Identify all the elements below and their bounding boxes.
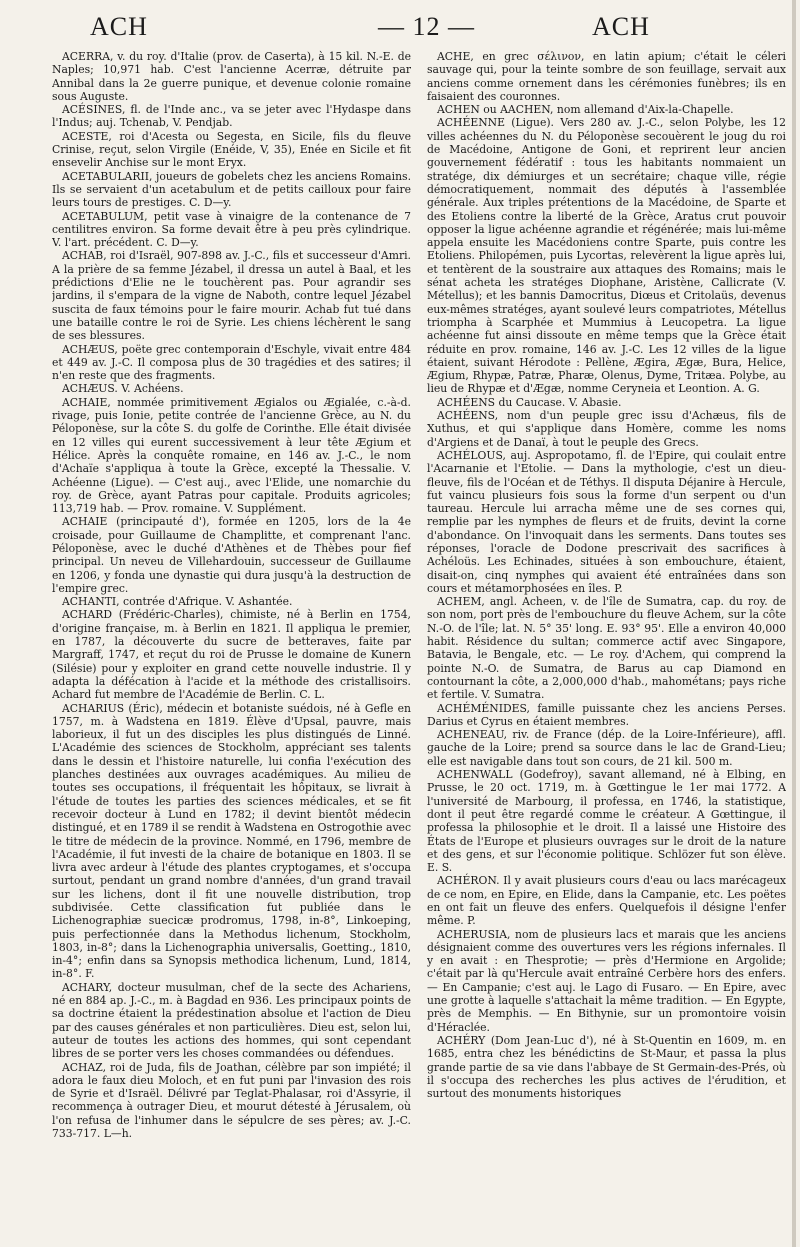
dictionary-entry: ACHÆUS. V. Achéens. xyxy=(62,382,184,396)
dictionary-entry: ACHÉENS, nom d'un peuple grec issu d'Achæus, fils de Xuthus, et qui s'applique dans Homère, comme les noms d'Argiens et de Danaï, à tout le peuple des Grecs. xyxy=(427,409,786,449)
dictionary-entry: ACERRA, v. du roy. d'Italie (prov. de Caserta), à 15 kil. N.-E. de Naples; 10,971 hab. C'est l'ancienne Acerræ, détruite par Annibal dans la 2e guerre punique, et devenue colonie romaine sous Auguste. xyxy=(52,50,411,103)
page-header xyxy=(52,6,786,50)
dictionary-entry: ACHAB, roi d'Israël, 907-898 av. J.-C., fils et successeur d'Amri. A la prière de sa femme Jézabel, il dressa un autel à Baal, et les prédictions d'Elie ne le touchèrent pas. Pour agrandir ses jardins, il s'empara de la vigne de Naboth, contre lequel Jézabel suscita de faux témoins pour le faire mourir. Achab fut tué dans une bataille contre le roi de Syrie. Les chiens léchèrent le sang de ses blessures. xyxy=(52,249,411,343)
dictionary-entry: ACHENEAU, riv. de France (dép. de la Loire-Inférieure), affl. gauche de la Loire; prend sa source dans le lac de Grand-Lieu; elle est navigable dans tout son cours, de 21 kil. 500 m. xyxy=(427,728,786,768)
page-edge xyxy=(792,0,796,1247)
header-right-keyword: ACH xyxy=(592,12,650,41)
dictionary-entry: ACHÆUS, poëte grec contemporain d'Eschyle, vivait entre 484 et 449 av. J.-C. Il composa plus de 30 tragédies et des satires; il n'en reste que des fragments. xyxy=(52,342,411,383)
dictionary-entry: ACHE, en grec σέλινον, en latin apium; c'était le céleri sauvage qui, pour la teinte sombre de son feuillage, servait aux anciens comme ornement dans les cérémonies funèbres; ils en faisaient des couronnes. xyxy=(427,50,786,103)
dictionary-entry: ACETABULARII, joueurs de gobelets chez les anciens Romains. Ils se servaient d'un acetabulum et de petits cailloux pour faire leurs tours de prestiges. C. D—y. xyxy=(52,169,411,210)
dictionary-entry: ACHÉLOUS, auj. Aspropotamo, fl. de l'Epire, qui coulait entre l'Acarnanie et l'Etolie. — Dans la mythologie, c'est un dieu-fleuve, fils de l'Océan et de Téthys. Il disputa Déjanire à Hercule, fut vaincu plusieurs fois sous la forme d'un serpent ou d'un taureau. Hercule lui arracha même une de ses cornes qui, remplie par les nymphes de fleurs et de fruits, devint la corne d'abondance. On l'invoquait dans les serments. Dans toutes ses réponses, l'oracle de Dodone prescrivait des sacrifices à Achéloüs. Les Echinades, situées à son embouchure, étaient, disait-on, cinq nymphes qui avaient été entraînées dans son cours et métamorphosées en îles. P. xyxy=(427,448,786,595)
dictionary-entry: ACHARD (Frédéric-Charles), chimiste, né à Berlin en 1754, d'origine française, m. à Berlin en 1821. Il appliqua le premier, en 1787, la découverte du sucre de betteraves, faite par Margraff, 1747, et reçut du roi de Prusse le domaine de Kunern (Silésie) pour y exploiter en grand cette nouvelle industrie. Il y adapta la défécation à l'acide et la méthode des cristallisoirs. Achard fut membre de l'Académie de Berlin. C. L. xyxy=(52,608,411,702)
dictionary-entry: ACHARIUS (Éric), médecin et botaniste suédois, né à Gefle en 1757, m. à Wadstena en 1819. Élève d'Upsal, pauvre, mais laborieux, il fut un des disciples les plus distingués de Linné. L'Académie des sciences de Stockholm, appréciant ses talents dans le dessin et l'histoire naturelle, lui confia l'exécution des planches destinées aux ouvrages académiques. Au milieu de toutes ses occupations, il fréquentait les hôpitaux, se livrait à l'étude de toutes les parties des sciences médicales, et se fit recevoir docteur à Lund en 1782; il devint bientôt médecin distingué, et en 1789 il se rendit à Wadstena en Ostrogothie avec le titre de médecin de la province. Nommé, en 1796, membre de l'Académie, il fut investi de la chaire de botanique en 1803. Il se livra avec ardeur à l'étude des plantes cryptogames, et s'occupa surtout, pendant un grand nombre d'années, d'un grand travail sur les lichens, dont il fit une nouvelle distribution, trop subdivisée. Cette classification fut publiée dans le Lichenographiæ suecicæ prodromus, 1798, in-8°, Linkoeping, puis perfectionnée dans la Methodus lichenum, Stockholm, 1803, in-8°; dans la Lichenographia universalis, Goetting., 1810, in-4°; enfin dans sa Synopsis methodica lichenum, Lund, 1814, in-8°. F. xyxy=(52,701,411,981)
dictionary-entry: ACHÉENNE (Ligue). Vers 280 av. J.-C., selon Polybe, les 12 villes achéennes du N. du Péloponèse secouèrent le joug du roi de Macédoine, Antigone de Goni, et reprirent leur ancien gouvernement fédératif : tous les habitants nommaient un stratége, dix démiurges et un secrétaire; chaque ville, régie démocratiquement, nommait des députés à l'assemblée générale. Aux triples prétentions de la Macédoine, de Sparte et des Etoliens contre la liberté de la Grèce, Aratus crut pouvoir opposer la ligue achéenne agrandie et régénérée; mais lui-même appela ensuite les Macédoniens contre Sparte, puis contre les Etoliens. Philopémen, puis Lycortas, relevèrent la ligue après lui, et tentèrent de la soustraire aux attaques des Romains; mais le sénat acheta les stratéges Diophane, Aristène, Callicrate (V. Métellus); et les bannis Damocritus, Diœus et Critolaüs, devenus eux-mêmes stratéges, ayant soulevé leurs compatriotes, Métellus triompha à Scarphée et Mummius à Leucopetra. La ligue achéenne fut ainsi dissoute en même temps que la Grèce était réduite en prov. romaine, 146 av. J.-C. Les 12 villes de la ligue étaient, suivant Hérodote : Pellène, Ægira, Ægæ, Bura, Helice, Ægium, Rhypæ, Patræ, Pharæ, Olenus, Dyme, Tritæa. Polybe, au lieu de Rhypæ et d'Ægæ, nomme Ceryneia et Leontion. A. G. xyxy=(427,116,786,396)
dictionary-entry: ACHEN ou AACHEN, nom allemand d'Aix-la-Chapelle. xyxy=(437,103,734,117)
dictionary-entry: ACHAZ, roi de Juda, fils de Joathan, célèbre par son impiété; il adora le faux dieu Moloch, et en fut puni par l'invasion des rois de Syrie et d'Israël. Délivré par Teglat-Phalasar, roi d'Assyrie, il recommença à outrager Dieu, et mourut détesté à Jérusalem, où l'on refusa de l'inhumer dans le sépulcre de ses pères; av. J.-C. 733-717. L—h. xyxy=(52,1060,411,1141)
left-column xyxy=(52,50,411,1235)
dictionary-entry: ACHENWALL (Godefroy), savant allemand, né à Elbing, en Prusse, le 20 oct. 1719, m. à Gœttingue le 1er mai 1772. A l'université de Marbourg, il professa, en 1746, la statistique, dont il peut être regardé comme le créateur. A Gœttingue, il professa la philosophie et le droit. Il a laissé une Histoire des États de l'Europe et plusieurs ouvrages sur le droit de la nature et des gens, et sur l'économie politique. Schlözer fut son élève. E. S. xyxy=(427,768,786,875)
dictionary-entry: ACHAIE (principauté d'), formée en 1205, lors de la 4e croisade, pour Guillaume de Champlitte, et comprenant l'anc. Péloponèse, avec le duché d'Athènes et de Thèbes pour fief principal. Un neveu de Villehardouin, successeur de Guillaume en 1206, y fonda une dynastie qui dura jusqu'à la destruction de l'empire grec. xyxy=(52,515,411,595)
page-number: — 12 — xyxy=(378,12,475,41)
dictionary-entry: ACHÉRON. Il y avait plusieurs cours d'eau ou lacs marécageux de ce nom, en Epire, en Elide, dans la Campanie, etc. Les poëtes en ont fait un fleuve des enfers. Quelquefois il désigne l'enfer même. P. xyxy=(427,874,786,928)
text-columns xyxy=(52,50,786,1235)
dictionary-entry: ACÉSINES, fl. de l'Inde anc., va se jeter avec l'Hydaspe dans l'Indus; auj. Tchenab, V. Pendjab. xyxy=(52,103,411,130)
header-left-keyword: ACH xyxy=(90,12,148,41)
dictionary-entry: ACHÉMÉNIDES, famille puissante chez les anciens Perses. Darius et Cyrus en étaient membres. xyxy=(427,701,786,728)
dictionary-entry: ACHAIE, nommée primitivement Ægialos ou Ægialée, c.-à-d. rivage, puis Ionie, petite contrée de l'ancienne Grèce, au N. du Péloponèse, sur la côte S. du golfe de Corinthe. Elle était divisée en 12 villes qui eurent successivement à leur tête Ægium et Hélice. Après la conquête romaine, en 146 av. J.-C., le nom d'Achaïe s'appliqua à toute la Grèce, excepté la Thessalie. V. Achéenne (Ligue). — C'est auj., avec l'Elide, une nomarchie du roy. de Grèce, ayant Patras pour capitale. Produits agricoles; 113,719 hab. — Prov. romaine. V. Supplément. xyxy=(52,395,411,516)
dictionary-entry: ACHEM, angl. Acheen, v. de l'île de Sumatra, cap. du roy. de son nom, port près de l'embouchure du fleuve Achem, sur la côte N.-O. de l'île; lat. N. 5° 35' long. E. 93° 95'. Elle a environ 40,000 habit. Résidence du sultan; commerce actif avec Singapore, Batavia, le Bengale, etc. — Le roy. d'Achem, qui comprend la pointe N.-O. de Sumatra, de Barus au cap Diamond en contournant la côte, a 2,000,000 d'hab., mahométans; pays riche et fertile. V. Sumatra. xyxy=(427,595,786,702)
dictionary-entry: ACHERUSIA, nom de plusieurs lacs et marais que les anciens désignaient comme des ouvertures vers les régions infernales. Il y en avait : en Thesprotie; — près d'Hermione en Argolide; c'était par là qu'Hercule avait entraîné Cerbère hors des enfers. — En Campanie; c'est auj. le Lago di Fusaro. — En Epire, avec une grotte à laquelle s'attachait la même tradition. — En Egypte, près de Memphis. — En Bithynie, sur un promontoire voisin d'Héraclée. xyxy=(427,927,786,1034)
dictionary-entry: ACETABULUM, petit vase à vinaigre de la contenance de 7 centilitres environ. Sa forme devait être à peu près cylindrique. V. l'art. précédent. C. D—y. xyxy=(52,209,411,250)
dictionary-entry: ACESTE, roi d'Acesta ou Segesta, en Sicile, fils du fleuve Crinise, reçut, selon Virgile (Enéide, V, 35), Enée en Sicile et fit ensevelir Anchise sur le mont Eryx. xyxy=(52,129,411,170)
dictionary-entry: ACHARY, docteur musulman, chef de la secte des Achariens, né en 884 ap. J.-C., m. à Bagdad en 936. Les principaux points de sa doctrine étaient la prédestination absolue et l'action de Dieu par des causes générales et non particulières. Dieu est, selon lui, auteur de toutes les actions des hommes, qui sont cependant libres de se porter vers les choses commandées ou défendues. xyxy=(52,980,411,1061)
dictionary-entry: ACHANTI, contrée d'Afrique. V. Ashantée. xyxy=(62,595,293,609)
dictionary-entry: ACHÉRY (Dom Jean-Luc d'), né à St-Quentin en 1609, m. en 1685, entra chez les bénédictins de St-Maur, et passa la plus grande partie de sa vie dans l'abbaye de St Germain-des-Prés, où il s'occupa des recherches les plus actives de l'érudition, et surtout des monuments historiques xyxy=(427,1033,786,1101)
dictionary-entry: ACHÉENS du Caucase. V. Abasie. xyxy=(437,395,622,409)
right-column xyxy=(427,50,786,1235)
